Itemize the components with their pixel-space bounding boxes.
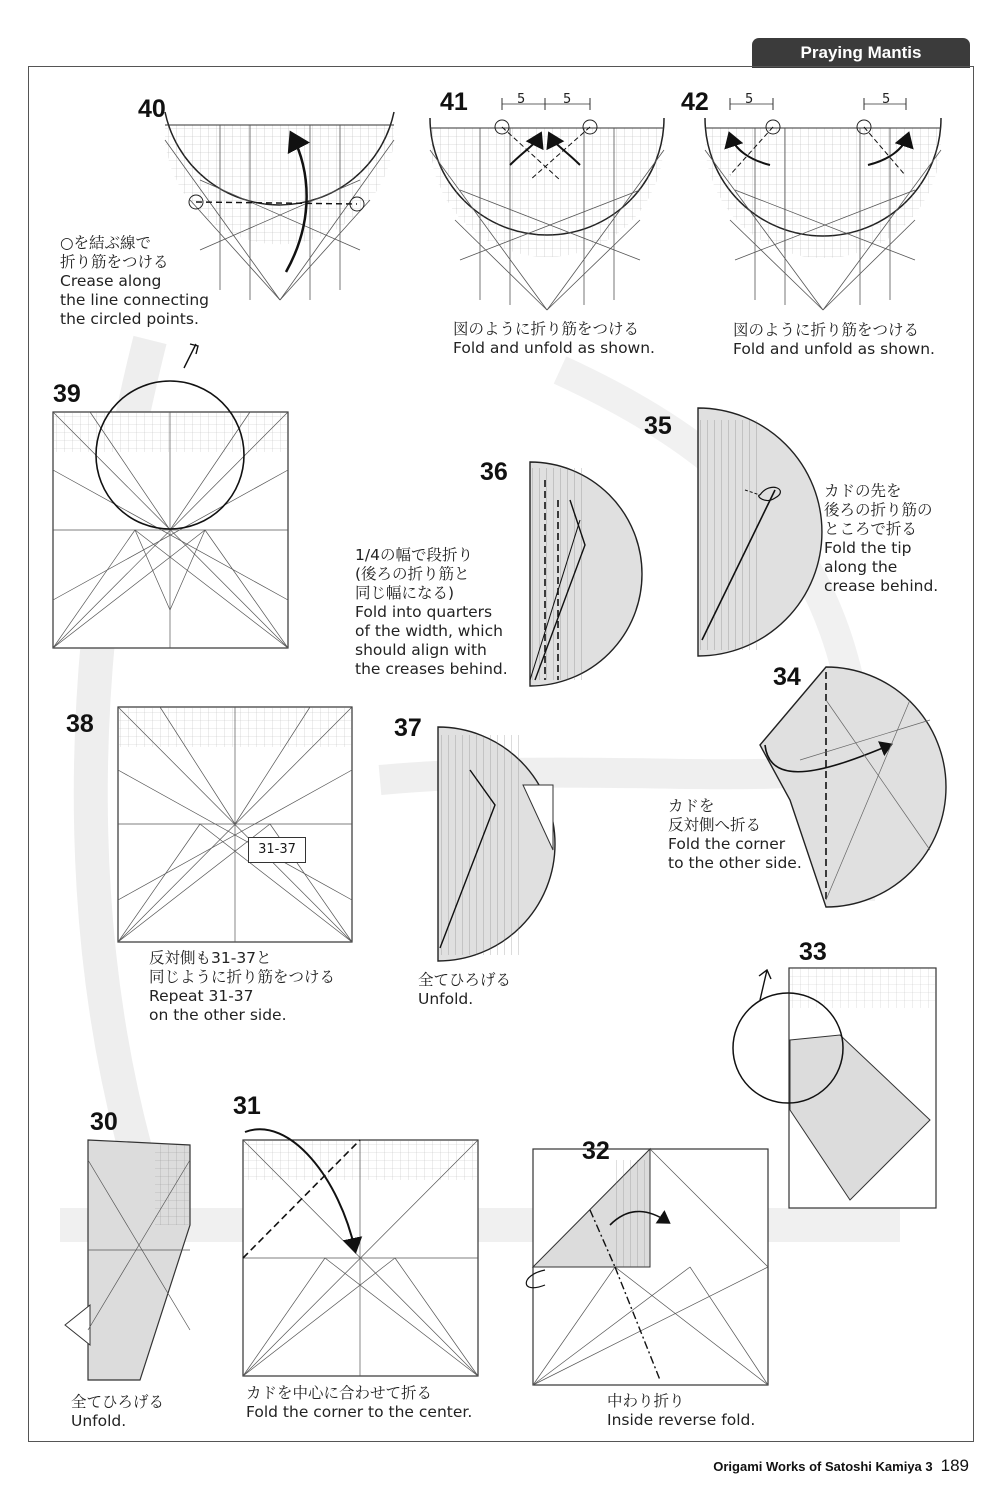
step-number-38: 38	[66, 710, 94, 738]
step-40-caption: ○を結ぶ線で 折り筋をつける Crease along the line connecting the circled points.	[60, 234, 210, 328]
step-39-diagram	[53, 381, 288, 648]
dimension-mark: 5	[563, 92, 572, 107]
step-number-39: 39	[53, 380, 81, 408]
step-42-diagram	[705, 98, 941, 310]
dimension-mark: 5	[745, 92, 754, 107]
step-number-36: 36	[480, 458, 508, 486]
step-35-diagram	[698, 408, 822, 656]
step-38-caption: 反対側も31-37と 同じように折り筋をつける Repeat 31-37 on the other side.	[149, 949, 336, 1024]
step-number-34: 34	[773, 663, 801, 691]
step-34-caption: カドを 反対側へ折る Fold the corner to the other side.	[668, 797, 802, 872]
section-title-tab: Praying Mantis	[752, 38, 970, 68]
step-31-caption: カドを中心に合わせて折る Fold the corner to the center.	[246, 1384, 473, 1421]
step-36-diagram	[530, 462, 642, 686]
dimension-mark: 5	[882, 92, 891, 107]
step-number-37: 37	[394, 714, 422, 742]
step-41-diagram	[430, 98, 664, 310]
step-30-caption: 全てひろげる Unfold.	[71, 1393, 165, 1430]
step-number-35: 35	[644, 412, 672, 440]
step-number-33: 33	[799, 938, 827, 966]
step-number-42: 42	[681, 88, 709, 116]
step-number-41: 41	[440, 88, 468, 116]
step-42-caption: 図のように折り筋をつける Fold and unfold as shown.	[733, 321, 935, 358]
page-number: 189	[940, 1456, 969, 1475]
step-31-diagram	[243, 1129, 478, 1376]
step-number-40: 40	[138, 95, 166, 123]
page-footer	[713, 1456, 969, 1476]
dimension-mark: 5	[517, 92, 526, 107]
step-32-caption: 中わり折り Inside reverse fold.	[607, 1392, 756, 1429]
step-37-caption: 全てひろげる Unfold.	[418, 971, 512, 1008]
book-title: Origami Works of Satoshi Kamiya 3	[713, 1459, 933, 1474]
step-38-diagram	[118, 707, 352, 942]
step-number-31: 31	[233, 1092, 261, 1120]
step-32-diagram	[526, 1149, 768, 1385]
step-30-diagram	[65, 1140, 190, 1380]
step-36-caption: 1/4の幅で段折り (後ろの折り筋と 同じ幅になる) Fold into quarters of the width, which should align with the creases behind.	[355, 546, 508, 678]
reference-label: 31-37	[248, 837, 306, 863]
step-35-caption: カドの先を 後ろの折り筋の ところで折る Fold the tip along the crease behind.	[824, 482, 939, 595]
step-41-caption: 図のように折り筋をつける Fold and unfold as shown.	[453, 320, 655, 357]
step-number-30: 30	[90, 1108, 118, 1136]
step-number-32: 32	[582, 1137, 610, 1165]
